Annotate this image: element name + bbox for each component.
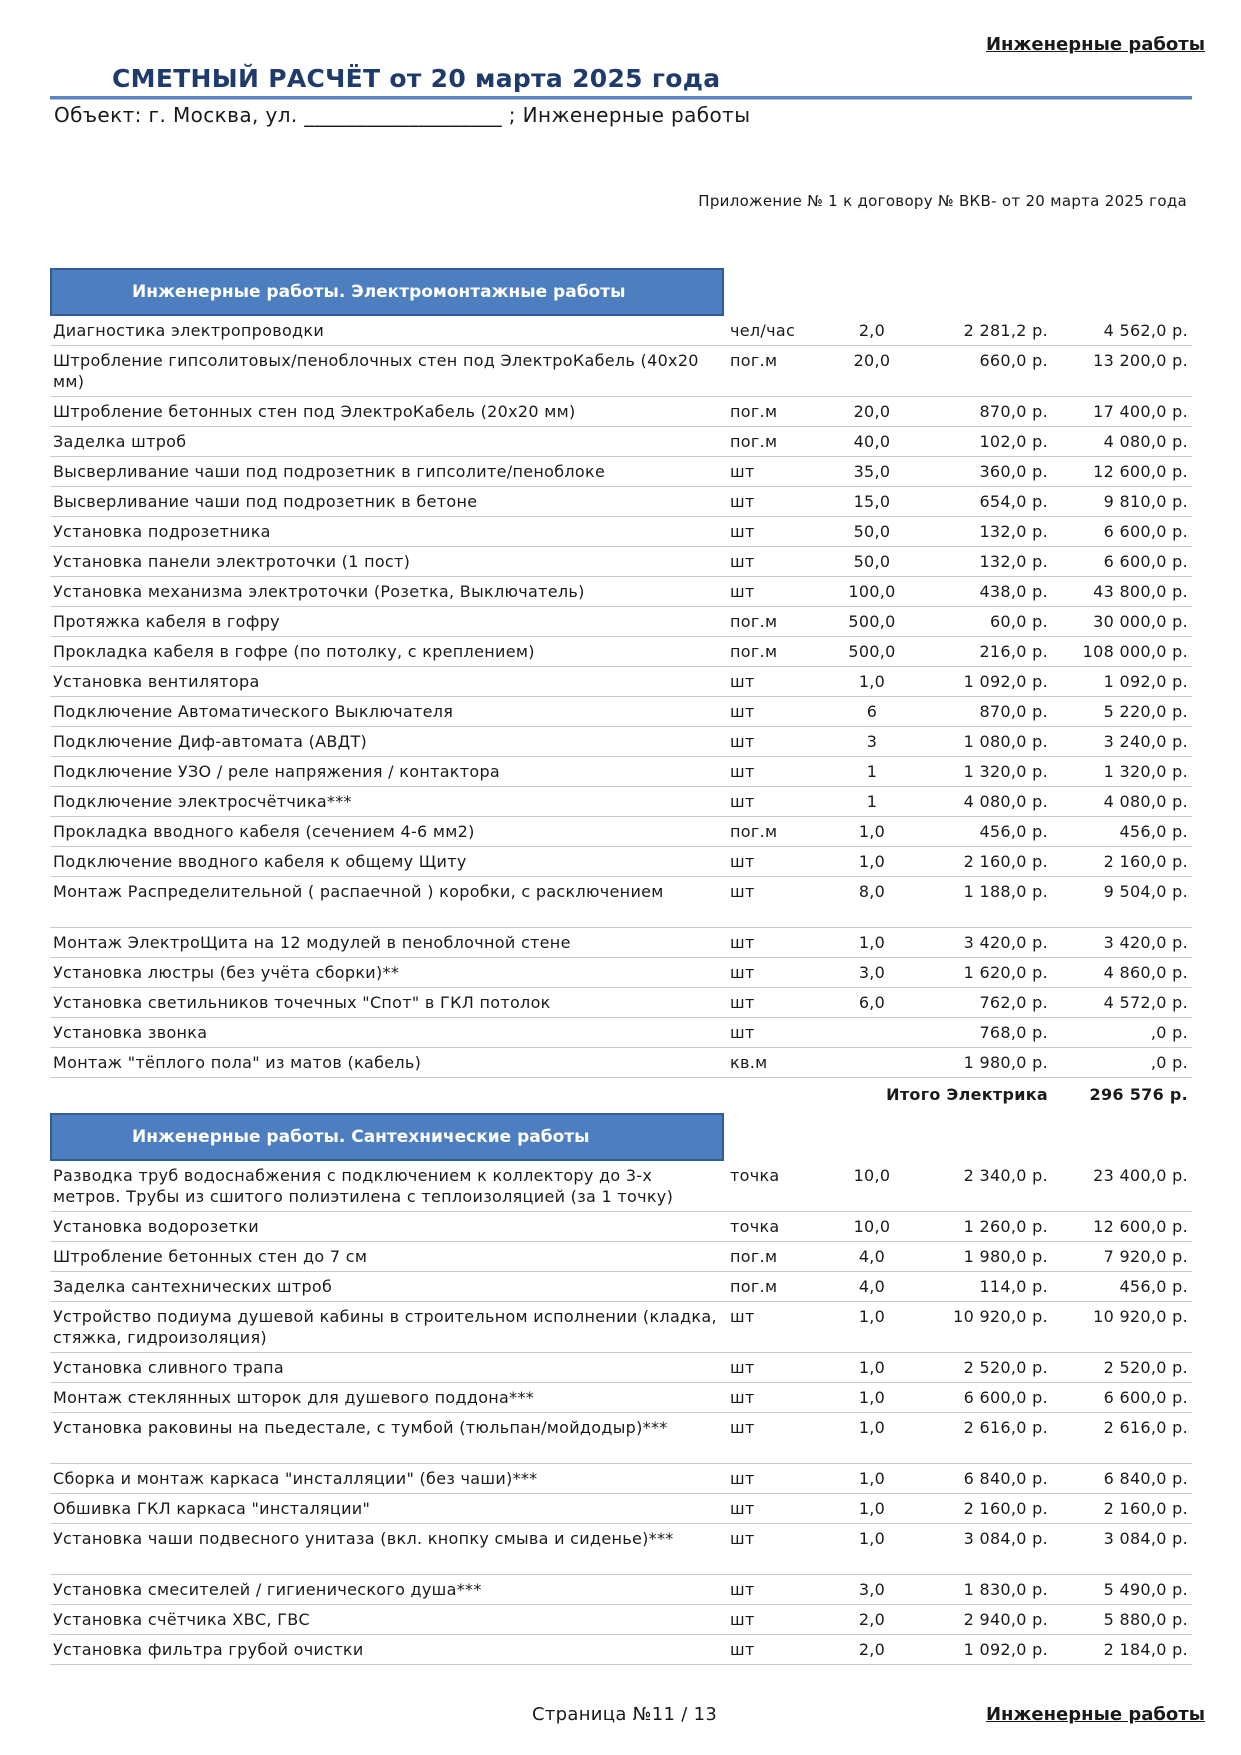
table-row <box>50 1242 1192 1272</box>
item-qty: 1 <box>832 757 912 787</box>
item-name: Установка механизма электроточки (Розетка, Выключатель) <box>50 577 722 607</box>
table-row <box>50 1605 1192 1635</box>
item-qty: 1,0 <box>832 1464 912 1494</box>
item-name: Обшивка ГКЛ каркаса "инсталяции" <box>50 1494 722 1524</box>
table-row <box>50 1464 1192 1494</box>
item-price: 1 092,0 р. <box>912 1635 1052 1665</box>
item-price: 132,0 р. <box>912 547 1052 577</box>
item-total: 4 572,0 р. <box>1052 988 1192 1018</box>
electric-total-row <box>50 1078 1192 1114</box>
item-unit: шт <box>722 1494 832 1524</box>
item-unit: пог.м <box>722 637 832 667</box>
item-price: 2 340,0 р. <box>912 1161 1052 1212</box>
item-total: 9 504,0 р. <box>1052 877 1192 928</box>
item-name: Монтаж "тёплого пола" из матов (кабель) <box>50 1048 722 1078</box>
item-unit: шт <box>722 1302 832 1353</box>
item-name: Устройство подиума душевой кабины в строительном исполнении (кладка, стяжка, гидроизоляция) <box>50 1302 722 1353</box>
table-row <box>50 457 1192 487</box>
item-name: Заделка сантехнических штроб <box>50 1272 722 1302</box>
item-price: 1 092,0 р. <box>912 667 1052 697</box>
item-total: 43 800,0 р. <box>1052 577 1192 607</box>
table-row <box>50 1635 1192 1665</box>
item-price: 654,0 р. <box>912 487 1052 517</box>
item-price: 456,0 р. <box>912 817 1052 847</box>
item-name: Подключение УЗО / реле напряжения / контактора <box>50 757 722 787</box>
item-price: 1 188,0 р. <box>912 877 1052 928</box>
table-row <box>50 958 1192 988</box>
item-name: Установка сливного трапа <box>50 1353 722 1383</box>
item-price: 2 160,0 р. <box>912 1494 1052 1524</box>
item-qty: 1,0 <box>832 1302 912 1353</box>
annex-line: Приложение № 1 к договору № ВКВ- от 20 марта 2025 года <box>698 192 1187 210</box>
item-unit: пог.м <box>722 397 832 427</box>
item-name: Установка раковины на пьедестале, с тумбой (тюльпан/мойдодыр)*** <box>50 1413 722 1464</box>
item-price: 132,0 р. <box>912 517 1052 547</box>
item-name: Заделка штроб <box>50 427 722 457</box>
item-total: 12 600,0 р. <box>1052 457 1192 487</box>
item-total: 3 420,0 р. <box>1052 928 1192 958</box>
item-total: 108 000,0 р. <box>1052 637 1192 667</box>
item-qty: 3 <box>832 727 912 757</box>
item-qty: 1,0 <box>832 1524 912 1575</box>
item-total: 5 490,0 р. <box>1052 1575 1192 1605</box>
table-row <box>50 1018 1192 1048</box>
table-row <box>50 1272 1192 1302</box>
item-unit: шт <box>722 928 832 958</box>
item-unit: шт <box>722 547 832 577</box>
item-price: 114,0 р. <box>912 1272 1052 1302</box>
item-qty: 1,0 <box>832 667 912 697</box>
table-row <box>50 847 1192 877</box>
item-price: 3 420,0 р. <box>912 928 1052 958</box>
footer-link[interactable]: Инженерные работы <box>985 1704 1205 1725</box>
item-price: 216,0 р. <box>912 637 1052 667</box>
item-unit: пог.м <box>722 1272 832 1302</box>
item-price: 870,0 р. <box>912 397 1052 427</box>
table-row <box>50 787 1192 817</box>
item-name: Установка панели электроточки (1 пост) <box>50 547 722 577</box>
item-unit: шт <box>722 697 832 727</box>
item-qty: 8,0 <box>832 877 912 928</box>
item-total: 2 520,0 р. <box>1052 1353 1192 1383</box>
table-row <box>50 667 1192 697</box>
item-name: Диагностика электропроводки <box>50 316 722 346</box>
item-price: 768,0 р. <box>912 1018 1052 1048</box>
item-qty: 2,0 <box>832 1635 912 1665</box>
item-qty: 1,0 <box>832 847 912 877</box>
item-total: 7 920,0 р. <box>1052 1242 1192 1272</box>
table-row <box>50 1383 1192 1413</box>
item-price: 438,0 р. <box>912 577 1052 607</box>
item-price: 1 320,0 р. <box>912 757 1052 787</box>
item-total: 3 240,0 р. <box>1052 727 1192 757</box>
table-row <box>50 817 1192 847</box>
item-qty: 4,0 <box>832 1272 912 1302</box>
table-row <box>50 316 1192 346</box>
item-price: 4 080,0 р. <box>912 787 1052 817</box>
table-row <box>50 577 1192 607</box>
table-row <box>50 1524 1192 1575</box>
item-total: 12 600,0 р. <box>1052 1212 1192 1242</box>
item-qty: 10,0 <box>832 1161 912 1212</box>
item-unit: шт <box>722 958 832 988</box>
item-total: 5 220,0 р. <box>1052 697 1192 727</box>
item-total: 9 810,0 р. <box>1052 487 1192 517</box>
page-number: Страница №11 / 13 <box>532 1704 718 1725</box>
item-total: 6 600,0 р. <box>1052 517 1192 547</box>
item-unit: шт <box>722 487 832 517</box>
item-qty: 50,0 <box>832 517 912 547</box>
item-name: Установка вентилятора <box>50 667 722 697</box>
table-row <box>50 1302 1192 1353</box>
item-qty: 1,0 <box>832 1413 912 1464</box>
table-row <box>50 697 1192 727</box>
item-qty: 20,0 <box>832 346 912 397</box>
item-name: Штробление гипсолитовых/пеноблочных стен под ЭлектроКабель (40x20 мм) <box>50 346 722 397</box>
item-unit: пог.м <box>722 346 832 397</box>
item-total: 2 160,0 р. <box>1052 847 1192 877</box>
item-name: Установка светильников точечных "Спот" в ГКЛ потолок <box>50 988 722 1018</box>
item-price: 10 920,0 р. <box>912 1302 1052 1353</box>
item-price: 2 160,0 р. <box>912 847 1052 877</box>
item-total: 4 080,0 р. <box>1052 427 1192 457</box>
item-name: Протяжка кабеля в гофру <box>50 607 722 637</box>
table-row <box>50 487 1192 517</box>
item-name: Прокладка кабеля в гофре (по потолку, с креплением) <box>50 637 722 667</box>
item-total: 13 200,0 р. <box>1052 346 1192 397</box>
item-unit: шт <box>722 1524 832 1575</box>
item-unit: шт <box>722 1464 832 1494</box>
table-row <box>50 877 1192 928</box>
item-unit: точка <box>722 1161 832 1212</box>
item-name: Установка люстры (без учёта сборки)** <box>50 958 722 988</box>
item-qty: 1,0 <box>832 928 912 958</box>
item-total: 10 920,0 р. <box>1052 1302 1192 1353</box>
header-link[interactable]: Инженерные работы <box>985 34 1205 55</box>
table-row <box>50 1413 1192 1464</box>
item-price: 1 980,0 р. <box>912 1242 1052 1272</box>
item-name: Установка счётчика ХВС, ГВС <box>50 1605 722 1635</box>
item-total: 17 400,0 р. <box>1052 397 1192 427</box>
item-name: Установка звонка <box>50 1018 722 1048</box>
item-qty: 20,0 <box>832 397 912 427</box>
table-row <box>50 547 1192 577</box>
item-name: Монтаж Распределительной ( распаечной ) коробки, с расключением <box>50 877 722 928</box>
item-name: Штробление бетонных стен под ЭлектроКабель (20x20 мм) <box>50 397 722 427</box>
item-total: 4 562,0 р. <box>1052 316 1192 346</box>
item-unit: шт <box>722 988 832 1018</box>
item-qty: 2,0 <box>832 316 912 346</box>
item-total: 4 860,0 р. <box>1052 958 1192 988</box>
table-row <box>50 1161 1192 1212</box>
electric-table <box>50 316 1192 1113</box>
item-name: Установка водорозетки <box>50 1212 722 1242</box>
item-name: Установка чаши подвесного унитаза (вкл. кнопку смыва и сиденье)*** <box>50 1524 722 1575</box>
item-unit: шт <box>722 727 832 757</box>
table-row <box>50 1048 1192 1078</box>
item-total: 1 092,0 р. <box>1052 667 1192 697</box>
item-total: ,0 р. <box>1052 1048 1192 1078</box>
item-total: 1 320,0 р. <box>1052 757 1192 787</box>
item-qty: 3,0 <box>832 958 912 988</box>
item-qty <box>832 1018 912 1048</box>
item-price: 762,0 р. <box>912 988 1052 1018</box>
item-price: 2 940,0 р. <box>912 1605 1052 1635</box>
item-total: 23 400,0 р. <box>1052 1161 1192 1212</box>
table-row <box>50 517 1192 547</box>
item-qty: 1 <box>832 787 912 817</box>
item-price: 1 080,0 р. <box>912 727 1052 757</box>
item-qty: 10,0 <box>832 1212 912 1242</box>
item-name: Подключение электросчётчика*** <box>50 787 722 817</box>
item-unit: кв.м <box>722 1048 832 1078</box>
table-row <box>50 607 1192 637</box>
title-divider <box>50 96 1192 100</box>
item-unit: шт <box>722 757 832 787</box>
item-total: 5 880,0 р. <box>1052 1605 1192 1635</box>
item-unit: шт <box>722 1413 832 1464</box>
item-price: 2 616,0 р. <box>912 1413 1052 1464</box>
item-unit: шт <box>722 1605 832 1635</box>
item-qty: 3,0 <box>832 1575 912 1605</box>
item-unit: шт <box>722 847 832 877</box>
item-name: Прокладка вводного кабеля (сечением 4-6 мм2) <box>50 817 722 847</box>
table-row <box>50 1575 1192 1605</box>
item-qty: 500,0 <box>832 637 912 667</box>
item-total: 456,0 р. <box>1052 1272 1192 1302</box>
item-name: Установка подрозетника <box>50 517 722 547</box>
electric-total-label: Итого Электрика <box>886 1085 1048 1104</box>
object-line: Объект: г. Москва, ул. ___________________ ; Инженерные работы <box>54 103 751 127</box>
item-total: 4 080,0 р. <box>1052 787 1192 817</box>
item-name: Высверливание чаши под подрозетник в гипсолите/пеноблоке <box>50 457 722 487</box>
item-price: 6 600,0 р. <box>912 1383 1052 1413</box>
electric-total-value: 296 576 р. <box>1089 1085 1188 1104</box>
item-qty: 1,0 <box>832 1383 912 1413</box>
item-total: 3 084,0 р. <box>1052 1524 1192 1575</box>
item-unit: чел/час <box>722 316 832 346</box>
table-row <box>50 1494 1192 1524</box>
item-unit: шт <box>722 457 832 487</box>
item-name: Установка смесителей / гигиенического душа*** <box>50 1575 722 1605</box>
item-price: 1 980,0 р. <box>912 1048 1052 1078</box>
table-row <box>50 757 1192 787</box>
item-total: 2 160,0 р. <box>1052 1494 1192 1524</box>
item-unit: шт <box>722 1575 832 1605</box>
item-name: Монтаж стеклянных шторок для душевого поддона*** <box>50 1383 722 1413</box>
item-qty: 500,0 <box>832 607 912 637</box>
item-price: 660,0 р. <box>912 346 1052 397</box>
item-qty: 50,0 <box>832 547 912 577</box>
item-price: 870,0 р. <box>912 697 1052 727</box>
item-qty: 6 <box>832 697 912 727</box>
item-price: 60,0 р. <box>912 607 1052 637</box>
item-unit: шт <box>722 1018 832 1048</box>
item-total: 456,0 р. <box>1052 817 1192 847</box>
item-price: 1 260,0 р. <box>912 1212 1052 1242</box>
table-row <box>50 988 1192 1018</box>
item-price: 1 620,0 р. <box>912 958 1052 988</box>
item-total: ,0 р. <box>1052 1018 1192 1048</box>
item-total: 2 616,0 р. <box>1052 1413 1192 1464</box>
item-qty: 6,0 <box>832 988 912 1018</box>
item-total: 6 600,0 р. <box>1052 1383 1192 1413</box>
item-total: 30 000,0 р. <box>1052 607 1192 637</box>
item-name: Штробление бетонных стен до 7 см <box>50 1242 722 1272</box>
item-unit: шт <box>722 877 832 928</box>
item-unit: пог.м <box>722 427 832 457</box>
item-price: 2 520,0 р. <box>912 1353 1052 1383</box>
item-total: 2 184,0 р. <box>1052 1635 1192 1665</box>
item-qty: 1,0 <box>832 1494 912 1524</box>
item-unit: пог.м <box>722 607 832 637</box>
item-unit: пог.м <box>722 817 832 847</box>
item-unit: пог.м <box>722 1242 832 1272</box>
item-price: 2 281,2 р. <box>912 316 1052 346</box>
document-title: СМЕТНЫЙ РАСЧЁТ от 20 марта 2025 года <box>112 64 721 93</box>
item-unit: шт <box>722 577 832 607</box>
item-name: Подключение вводного кабеля к общему Щиту <box>50 847 722 877</box>
plumbing-table <box>50 1161 1192 1665</box>
item-name: Установка фильтра грубой очистки <box>50 1635 722 1665</box>
table-row <box>50 928 1192 958</box>
item-name: Разводка труб водоснабжения с подключением к коллектору до 3-х метров. Трубы из сшитого полиэтилена с теплоизоляцией (за 1 точку) <box>50 1161 722 1212</box>
table-row <box>50 397 1192 427</box>
item-qty: 1,0 <box>832 817 912 847</box>
item-price: 1 830,0 р. <box>912 1575 1052 1605</box>
item-qty: 15,0 <box>832 487 912 517</box>
item-name: Монтаж ЭлектроЩита на 12 модулей в пеноблочной стене <box>50 928 722 958</box>
table-row <box>50 346 1192 397</box>
item-unit: шт <box>722 1353 832 1383</box>
item-qty: 4,0 <box>832 1242 912 1272</box>
table-row <box>50 637 1192 667</box>
item-unit: шт <box>722 667 832 697</box>
table-row <box>50 427 1192 457</box>
item-name: Сборка и монтаж каркаса "инсталляции" (без чаши)*** <box>50 1464 722 1494</box>
item-unit: шт <box>722 787 832 817</box>
item-price: 3 084,0 р. <box>912 1524 1052 1575</box>
item-qty <box>832 1048 912 1078</box>
item-qty: 100,0 <box>832 577 912 607</box>
table-row <box>50 1212 1192 1242</box>
item-total: 6 600,0 р. <box>1052 547 1192 577</box>
section-header-plumbing: Инженерные работы. Сантехнические работы <box>50 1113 724 1161</box>
item-qty: 1,0 <box>832 1353 912 1383</box>
item-qty: 2,0 <box>832 1605 912 1635</box>
section-header-electric: Инженерные работы. Электромонтажные работы <box>50 268 724 316</box>
item-total: 6 840,0 р. <box>1052 1464 1192 1494</box>
item-name: Подключение Автоматического Выключателя <box>50 697 722 727</box>
item-name: Высверливание чаши под подрозетник в бетоне <box>50 487 722 517</box>
table-row <box>50 727 1192 757</box>
item-name: Подключение Диф-автомата (АВДТ) <box>50 727 722 757</box>
item-price: 360,0 р. <box>912 457 1052 487</box>
item-unit: точка <box>722 1212 832 1242</box>
estimate-table-area <box>50 268 1192 1665</box>
item-unit: шт <box>722 517 832 547</box>
item-qty: 35,0 <box>832 457 912 487</box>
item-unit: шт <box>722 1635 832 1665</box>
item-price: 6 840,0 р. <box>912 1464 1052 1494</box>
item-price: 102,0 р. <box>912 427 1052 457</box>
table-row <box>50 1353 1192 1383</box>
item-qty: 40,0 <box>832 427 912 457</box>
item-unit: шт <box>722 1383 832 1413</box>
